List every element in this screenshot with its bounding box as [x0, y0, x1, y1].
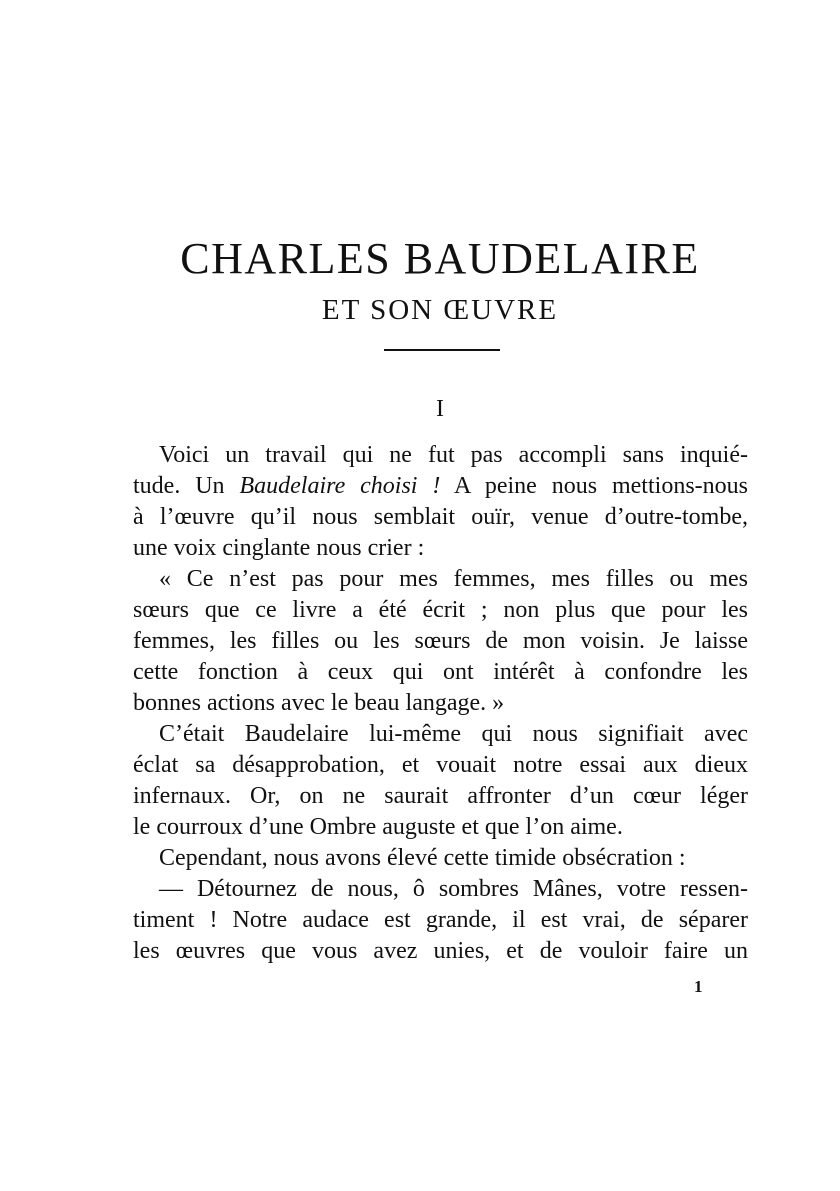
text-line: C’était Baudelaire lui-même qui nous signifiait avec	[159, 721, 748, 747]
body-text	[133, 440, 748, 967]
page-number: 1	[694, 977, 703, 996]
text-line	[133, 471, 748, 502]
text-line: bonnes actions avec le beau langage. »	[133, 690, 505, 716]
text-line: femmes, les filles ou les sœurs de mon voisin. Je laisse	[133, 628, 748, 654]
text-line: Cependant, nous avons élevé cette timide obsécration :	[159, 845, 686, 871]
text-line: infernaux. Or, on ne saurait affronter d’un cœur léger	[133, 783, 748, 809]
text-line: les œuvres que vous avez unies, et de vouloir faire un	[133, 938, 748, 964]
text-line: — Détournez de nous, ô sombres Mânes, votre ressen-	[159, 876, 748, 902]
page-subtitle: ET SON ŒUVRE	[321, 294, 559, 326]
text-line: à l’œuvre qu’il nous semblait ouïr, venue d’outre-tombe,	[133, 504, 748, 530]
text-fragment: tude. Un	[133, 473, 240, 499]
text-line: le courroux d’une Ombre auguste et que l’on aime.	[133, 814, 623, 840]
page-title: CHARLES BAUDELAIRE	[180, 234, 700, 283]
italic-book-title: Baudelaire choisi !	[239, 473, 441, 499]
text-line: une voix cinglante nous crier :	[133, 535, 425, 561]
text-fragment: A peine nous mettions-nous	[440, 473, 748, 499]
text-line: cette fonction à ceux qui ont intérêt à confondre les	[133, 659, 748, 685]
text-line: timent ! Notre audace est grande, il est vrai, de séparer	[133, 907, 748, 933]
section-number: I	[436, 396, 444, 422]
text-line: éclat sa désapprobation, et vouait notre essai aux dieux	[133, 752, 748, 778]
text-line: Voici un travail qui ne fut pas accompli sans inquié-	[159, 442, 748, 468]
title-divider	[384, 349, 500, 351]
text-line: « Ce n’est pas pour mes femmes, mes filles ou mes	[159, 566, 748, 592]
text-line: sœurs que ce livre a été écrit ; non plus que pour les	[133, 597, 748, 623]
